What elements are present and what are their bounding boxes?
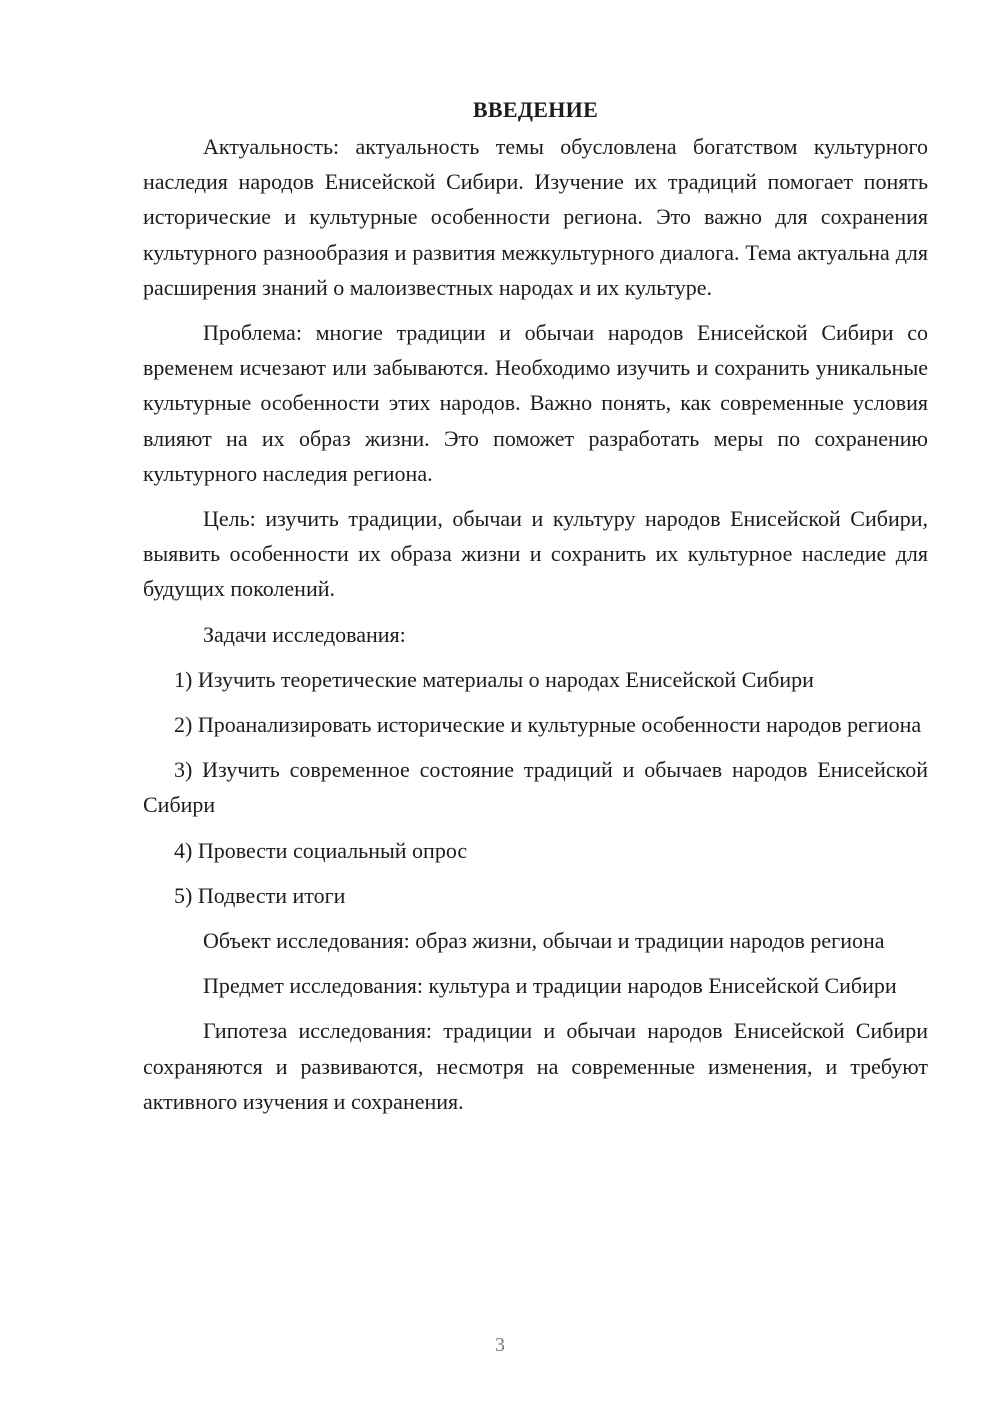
problem-paragraph: Проблема: многие традиции и обычаи народов Енисейской Сибири со временем исчезают или забываются. Необходимо изучить и сохранить уникальные культурные особенности этих народов. Важно понять, как современные условия влияют на их образ жизни. Это поможет разработать меры по сохранению культурного наследия региона. — [143, 320, 928, 486]
tasks-heading: Задачи исследования: — [203, 621, 406, 647]
relevance-paragraph: Актуальность: актуальность темы обусловлена богатством культурного наследия народов Енисейской Сибири. Изучение их традиций помогает понять исторические и культурные особенности региона. Это важно для сохранения культурного разнообразия и развития межкультурного диалога. Тема актуальна для расширения знаний о малоизвестных народах и их культуре. — [143, 134, 928, 300]
list-item: 4) Провести социальный опрос — [174, 837, 468, 863]
page-number: 3 — [495, 1334, 505, 1356]
subject-paragraph: Предмет исследования: культура и традиции народов Енисейской Сибири — [203, 973, 897, 999]
page-title: ВВЕДЕНИЕ — [472, 97, 599, 122]
list-item: 3) Изучить современное состояние традиций и обычаев народов Енисейской Сибири — [143, 757, 928, 818]
hypothesis-paragraph: Гипотеза исследования: традиции и обычаи народов Енисейской Сибири сохраняются и развиваются, несмотря на современные изменения, и требуют активного изучения и сохранения. — [143, 1018, 928, 1114]
list-item: 5) Подвести итоги — [174, 882, 346, 908]
list-item: 1) Изучить теоретические материалы о народах Енисейской Сибири — [174, 666, 814, 692]
list-item: 2) Проанализировать исторические и культурные особенности народов региона — [174, 712, 922, 738]
document-page — [143, 92, 928, 1119]
object-paragraph: Объект исследования: образ жизни, обычаи и традиции народов региона — [203, 928, 885, 954]
tasks-list — [143, 662, 928, 913]
goal-paragraph: Цель: изучить традиции, обычаи и культуру народов Енисейской Сибири, выявить особенности их образа жизни и сохранить их культурное наследие для будущих поколений. — [143, 506, 928, 602]
